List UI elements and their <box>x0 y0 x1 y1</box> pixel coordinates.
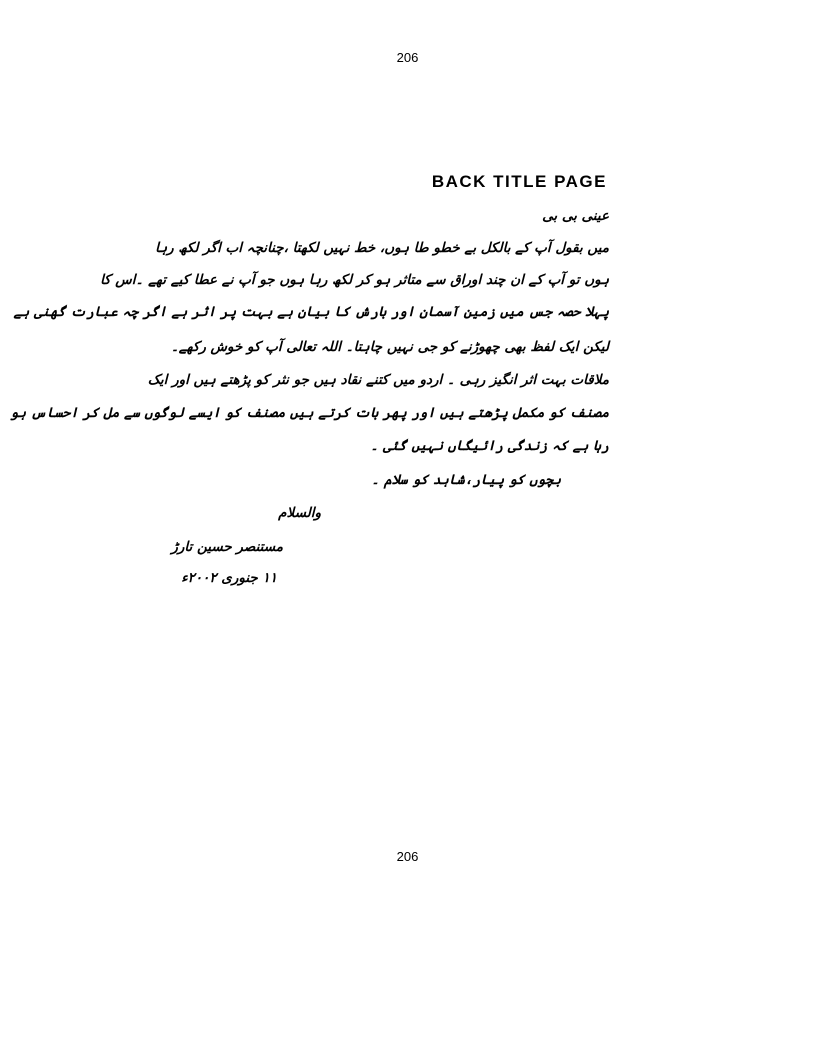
letter-line: رہا ہے کہ زندگی رائیگاں نہیں گئی ۔ <box>370 438 609 454</box>
letter-line: مصنف کو مکمل پڑھتے ہیں اور پھر بات کرتے ہیں مصنف کو ایسے لوگوں سے مل کر احساس ہو <box>10 405 609 421</box>
page-heading: BACK TITLE PAGE <box>431 172 607 191</box>
letter-salutation: عینی بی بی <box>542 208 609 224</box>
letter-line: ہوں تو آپ کے ان چند اوراق سے متاثر ہو کر لکھ رہا ہوں جو آپ نے عطا کیے تھے ۔اس کا <box>100 272 609 288</box>
letter-signature: مستنصر حسین تارڑ <box>171 539 283 555</box>
letter-line: میں بقول آپ کے بالکل بے خطو طا ہوں، خط نہیں لکھتا ،چنانچہ اب اگر لکھ رہا <box>155 240 609 256</box>
letter-line: ملاقات بہت اثر انگیز رہی ۔ اردو میں کتنے نقاد ہیں جو نثر کو پڑھتے ہیں اور ایک <box>147 372 609 388</box>
letter-line: پہلا حصہ جس میں زمین آسمان اور بارش کا بیان ہے بہت پر اثر ہے اگر چہ عبارت گھنی ہے <box>13 304 609 320</box>
page-number-bottom: 206 <box>396 849 419 864</box>
letter-closing: والسلام <box>278 505 321 521</box>
page-number-top: 206 <box>396 50 419 65</box>
letter-line: لیکن ایک لفظ بھی چھوڑنے کو جی نہیں چاہتا۔ اللہ تعالی آپ کو خوش رکھے۔ <box>170 339 609 355</box>
letter-date: ۱۱ جنوری ۲۰۰۲ء <box>181 570 277 586</box>
letter-line: بچوں کو پیار،شاہد کو سلام ۔ <box>371 472 561 488</box>
